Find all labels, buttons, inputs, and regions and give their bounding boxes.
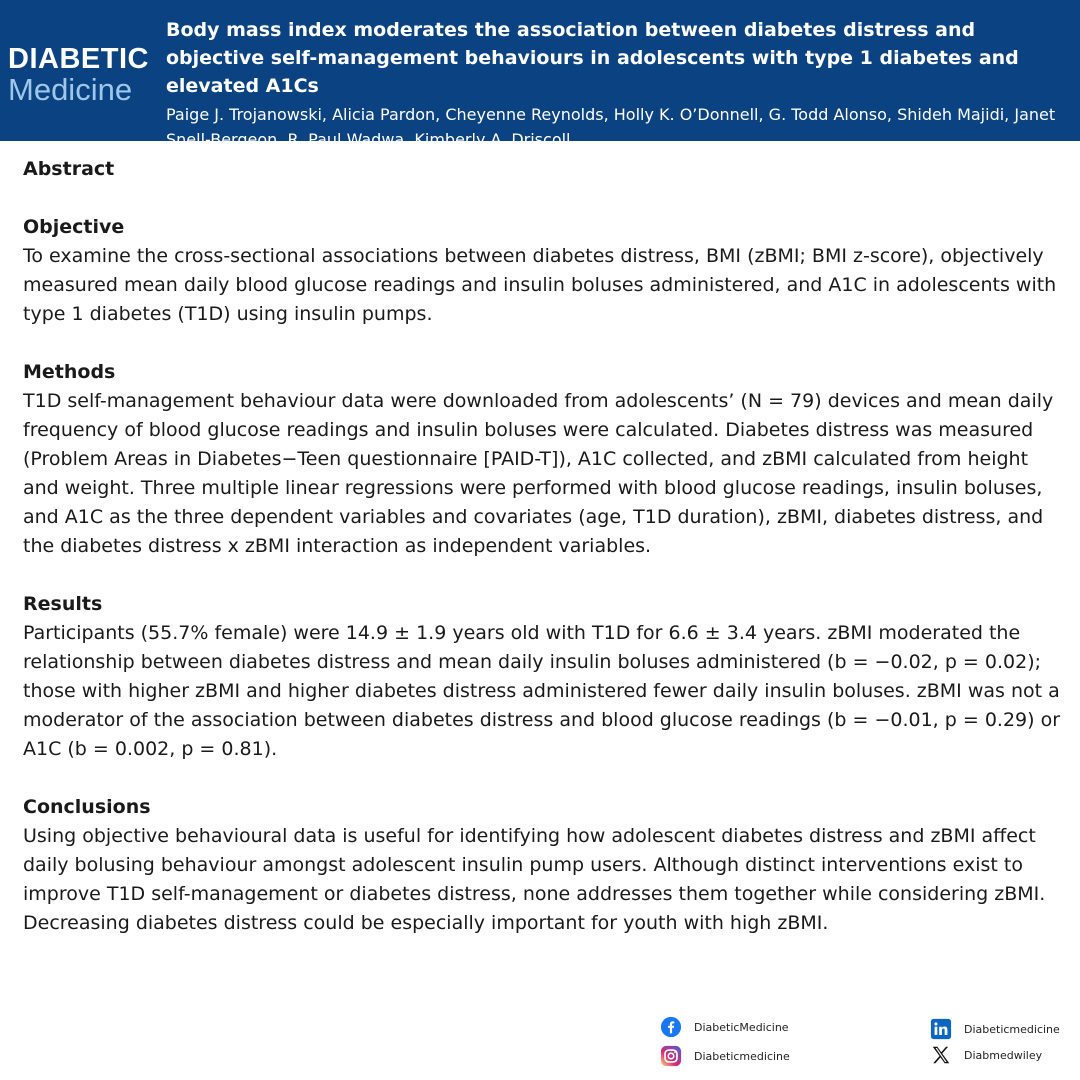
social-x[interactable] — [930, 1044, 1042, 1066]
social-instagram[interactable] — [660, 1045, 790, 1067]
social-facebook[interactable] — [660, 1016, 789, 1038]
methods-section — [23, 358, 1063, 561]
facebook-icon — [660, 1016, 682, 1038]
logo-top-text: DIABETIC — [8, 43, 149, 75]
social-footer — [0, 1012, 1080, 1080]
logo-bottom-text: Medicine — [8, 72, 133, 107]
x-handle: Diabmedwiley — [964, 1048, 1043, 1062]
header-banner — [0, 0, 1080, 149]
conclusions-section — [23, 793, 1063, 938]
results-section — [23, 590, 1063, 764]
conclusions-heading: Conclusions — [23, 796, 151, 818]
facebook-handle: DiabeticMedicine — [694, 1020, 789, 1034]
linkedin-icon — [930, 1018, 952, 1040]
results-text: Participants (55.7% female) were 14.9 ± 1.9 years old with T1D for 6.6 ± 3.4 years. zBMI moderated the relationship between diabetes distress and mean daily insulin boluses administered (b = −0.02, p = 0.02); those with higher zBMI and higher diabetes distress administered fewer daily insulin boluses. zBMI was not a moderator of the association between diabetes distress and blood glucose readings (b = −0.01, p = 0.29) or A1C (b = 0.002, p = 0.81). — [23, 622, 1061, 760]
social-linkedin[interactable] — [930, 1018, 1060, 1040]
article-authors: Paige J. Trojanowski, Alicia Pardon, Cheyenne Reynolds, Holly K. O’Donnell, G. Todd Alonso, Shideh Majidi, Janet Snell-Bergeon, R. Paul Wadwa, Kimberly A. Driscoll — [166, 105, 1056, 149]
objective-text: To examine the cross-sectional associations between diabetes distress, BMI (zBMI; BMI z-score), objectively measured mean daily blood glucose readings and insulin boluses administered, and A1C in adolescents with type 1 diabetes (T1D) using insulin pumps. — [23, 245, 1057, 325]
title-block — [166, 16, 1066, 152]
objective-section — [23, 213, 1063, 329]
linkedin-handle: Diabeticmedicine — [964, 1022, 1060, 1036]
article-title: Body mass index moderates the association between diabetes distress and objective self-management behaviours in adolescents with type 1 diabetes and elevated A1Cs — [166, 19, 1019, 97]
instagram-icon — [660, 1045, 682, 1067]
conclusions-text: Using objective behavioural data is useful for identifying how adolescent diabetes distress and zBMI affect daily bolusing behaviour amongst adolescent insulin pump users. Although distinct interventions exist to improve T1D self-management or diabetes distress, none addresses them together while considering zBMI. Decreasing diabetes distress could be especially important for youth with high zBMI. — [23, 825, 1046, 934]
methods-text: T1D self-management behaviour data were downloaded from adolescents’ (N = 79) devices and mean daily frequency of blood glucose readings and insulin boluses were calculated. Diabetes distress was measured (Problem Areas in Diabetes−Teen questionnaire [PAID-T]), A1C collected, and zBMI calculated from height and weight. Three multiple linear regressions were performed with blood glucose readings, insulin boluses, and A1C as the three dependent variables and covariates (age, T1D duration), zBMI, diabetes distress, and the diabetes distress x zBMI interaction as independent variables. — [23, 390, 1054, 557]
abstract-heading: Abstract — [23, 158, 115, 180]
instagram-handle: Diabeticmedicine — [694, 1049, 790, 1063]
results-heading: Results — [23, 593, 103, 615]
x-icon — [930, 1044, 952, 1066]
objective-heading: Objective — [23, 216, 125, 238]
methods-heading: Methods — [23, 361, 116, 383]
journal-logo — [8, 44, 150, 106]
abstract-body — [23, 155, 1063, 938]
